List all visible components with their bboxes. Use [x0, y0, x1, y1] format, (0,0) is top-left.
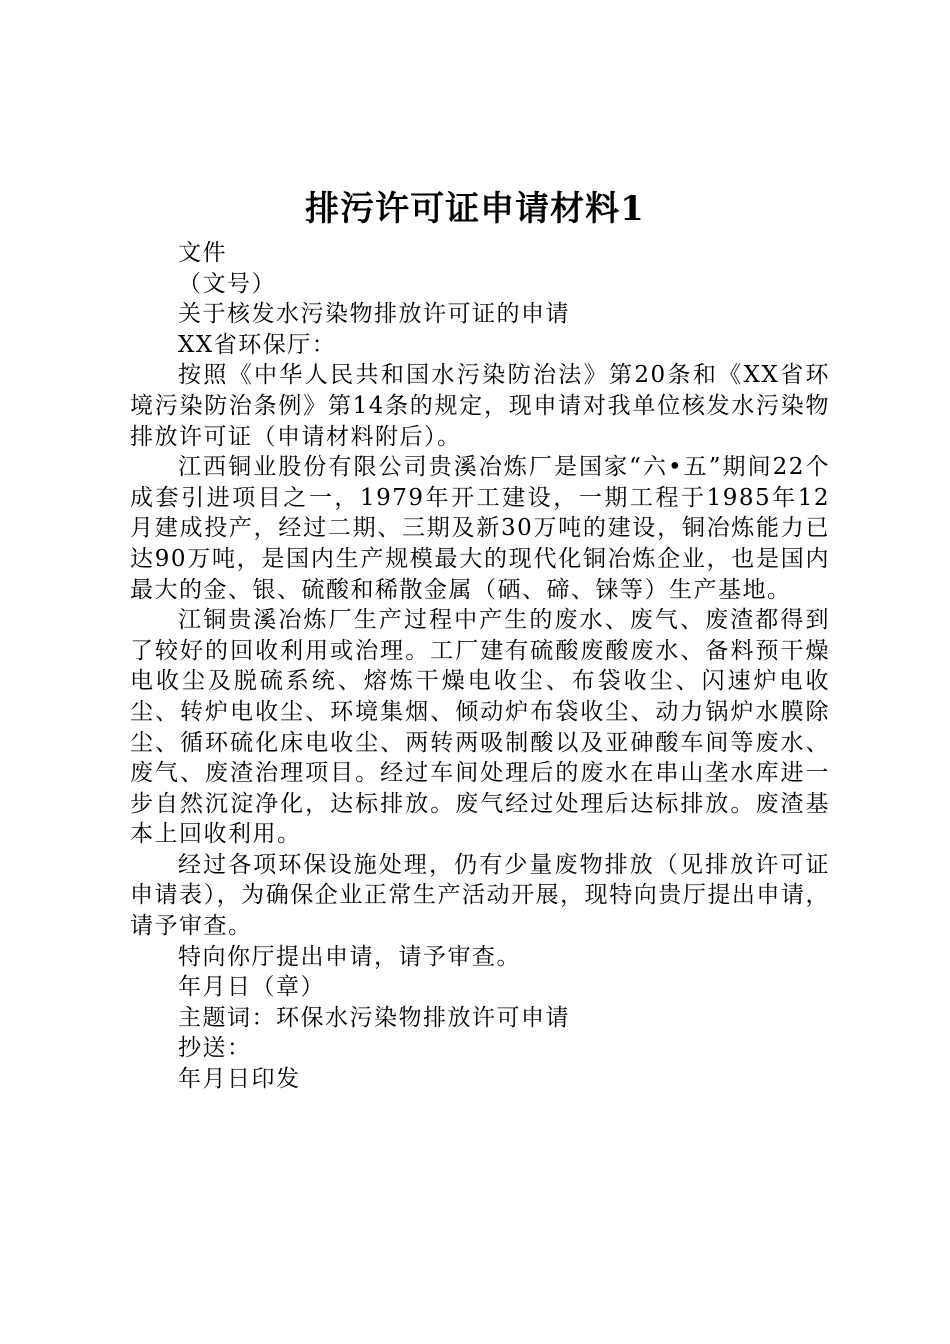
document-title: 排污许可证申请材料1: [305, 189, 645, 229]
date-seal-line: 年月日（章）: [178, 974, 325, 1001]
paragraph-company-profile: 江西铜业股份有限公司贵溪冶炼厂是国家“六•五”期间22个成套引进项目之一，1979年开工建设，一期工程于1985年12月建成投产，经过二期、三期及新30万吨的建设，铜冶炼能力已达90万吨，是国内生产规模最大的现代化铜冶炼企业，也是国内最大的金、银、硫酸和稀散金属（硒、碲、铼等）生产基地。: [130, 454, 830, 603]
paragraph-legal-basis: 按照《中华人民共和国水污染防治法》第20条和《XX省环境污染防治条例》第14条的规定，现申请对我单位核发水污染物排放许可证（申请材料附后）。: [130, 362, 830, 450]
request-line: 特向你厅提出申请，请予审查。: [178, 943, 521, 970]
issued-line: 年月日印发: [178, 1066, 301, 1093]
recipient-line: XX省环保厅：: [178, 331, 337, 358]
subject-line: 关于核发水污染物排放许可证的申请: [178, 301, 570, 328]
file-label: 文件: [178, 240, 227, 266]
document-body: [130, 238, 830, 1095]
document-number: （文号）: [178, 270, 276, 297]
paragraph-application: 经过各项环保设施处理，仍有少量废物排放（见排放许可证申请表），为确保企业正常生产活动开展，现特向贵厅提出申请，请予审查。: [130, 851, 830, 940]
paragraph-waste-treatment: 江铜贵溪冶炼厂生产过程中产生的废水、废气、废渣都得到了较好的回收利用或治理。工厂建有硫酸废酸废水、备料预干燥电收尘及脱硫系统、熔炼干燥电收尘、布袋收尘、闪速炉电收尘、转炉电收尘、环境集烟、倾动炉布袋收尘、动力锅炉水膜除尘、循环硫化床电收尘、两转两吸制酸以及亚砷酸车间等废水、废气、废渣治理项目。经过车间处理后的废水在串山垄水库进一步自然沉淀净化，达标排放。废气经过处理后达标排放。废渣基本上回收利用。: [130, 607, 830, 848]
keywords-line: 主题词：环保水污染物排放许可申请: [178, 1004, 570, 1031]
cc-line: 抄送：: [178, 1035, 252, 1062]
